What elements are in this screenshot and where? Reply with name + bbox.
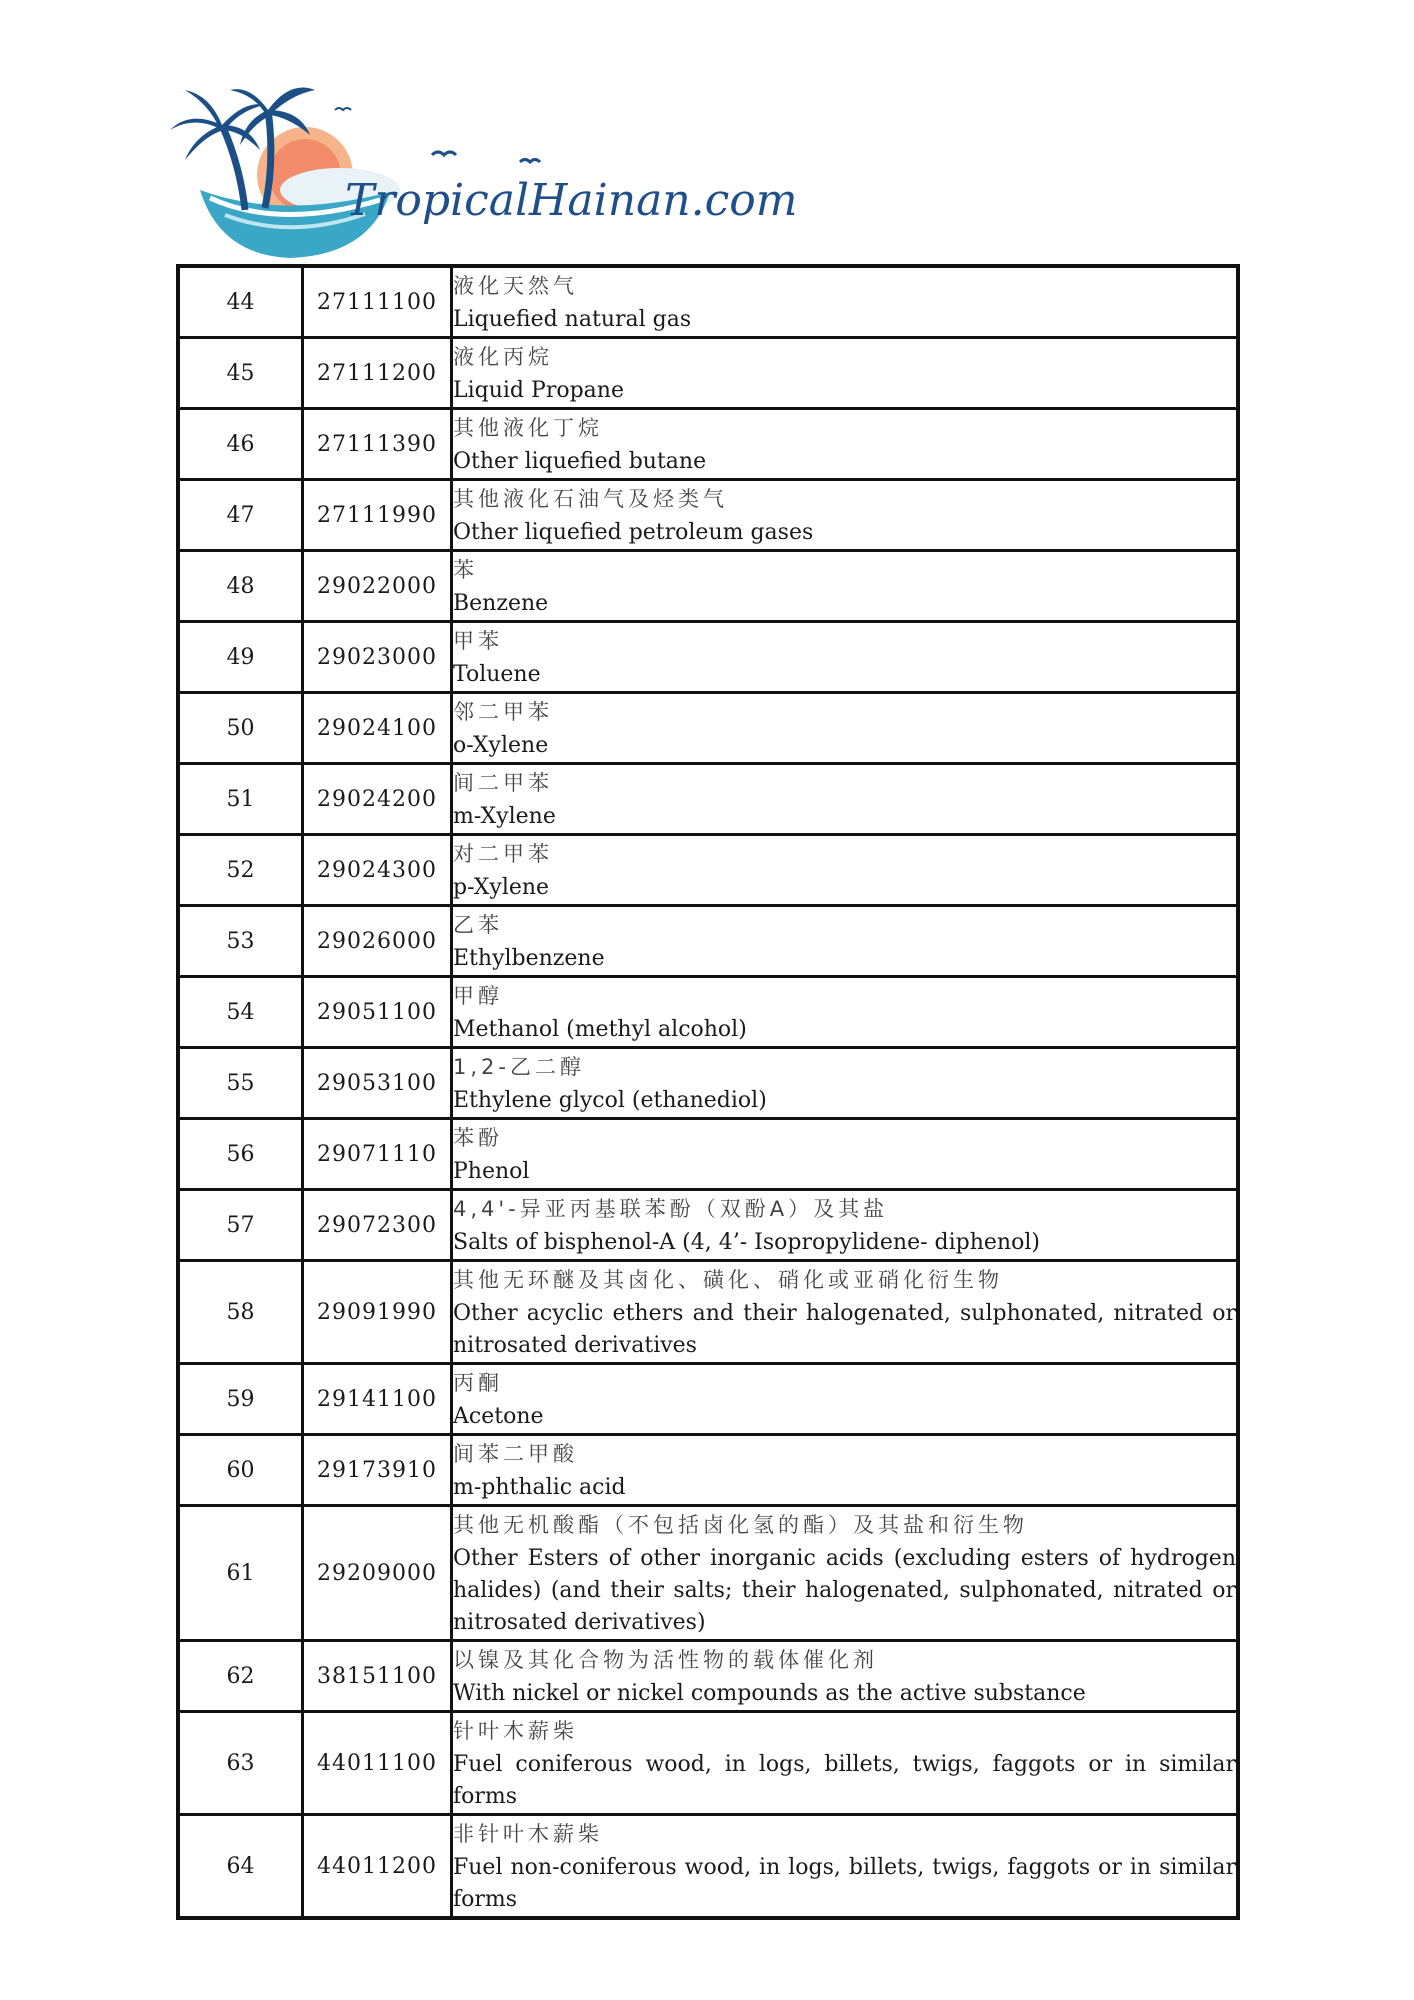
table-row — [178, 266, 1238, 338]
table-row — [178, 835, 1238, 906]
table-row — [178, 409, 1238, 480]
row-number: 52 — [178, 835, 303, 906]
description-cell — [452, 338, 1239, 409]
description-cell — [452, 1190, 1239, 1261]
row-number: 62 — [178, 1641, 303, 1712]
row-number: 44 — [178, 266, 303, 338]
hs-code: 29024100 — [303, 693, 452, 764]
hs-code: 27111990 — [303, 480, 452, 551]
row-number: 56 — [178, 1119, 303, 1190]
description-cell — [452, 266, 1239, 338]
table-row — [178, 1261, 1238, 1364]
description-zh: 邻二甲苯 — [453, 700, 553, 724]
description-cell — [452, 551, 1239, 622]
description-cell — [452, 693, 1239, 764]
description-zh: 甲醇 — [453, 984, 503, 1008]
description-cell — [452, 1435, 1239, 1506]
table-row — [178, 338, 1238, 409]
row-number: 58 — [178, 1261, 303, 1364]
hs-code: 29141100 — [303, 1364, 452, 1435]
row-number: 47 — [178, 480, 303, 551]
hs-code: 29023000 — [303, 622, 452, 693]
row-number: 53 — [178, 906, 303, 977]
description-en: Liquefied natural gas — [453, 307, 692, 332]
row-number: 50 — [178, 693, 303, 764]
description-zh: 4,4'-异亚丙基联苯酚（双酚A）及其盐 — [453, 1197, 889, 1221]
hs-code: 29209000 — [303, 1506, 452, 1641]
description-en: Liquid Propane — [453, 378, 624, 403]
description-en: Salts of bisphenol-A (4, 4’- Isopropylidene- diphenol) — [453, 1230, 1040, 1255]
description-en: Methanol (methyl alcohol) — [453, 1017, 747, 1042]
hs-code: 29053100 — [303, 1048, 452, 1119]
description-en: Ethylene glycol (ethanediol) — [453, 1088, 767, 1113]
description-en: Other acyclic ethers and their halogenated, sulphonated, nitrated or nitrosated derivatives — [453, 1301, 1236, 1358]
description-zh: 乙苯 — [453, 913, 503, 937]
description-cell — [452, 622, 1239, 693]
description-en: Phenol — [453, 1159, 530, 1184]
description-en: Benzene — [453, 591, 549, 616]
description-en: Fuel coniferous wood, in logs, billets, twigs, faggots or in similar forms — [453, 1752, 1236, 1809]
hs-code: 27111100 — [303, 266, 452, 338]
description-cell — [452, 1815, 1239, 1919]
hs-code: 29051100 — [303, 977, 452, 1048]
table-row — [178, 1712, 1238, 1815]
description-zh: 以镍及其化合物为活性物的载体催化剂 — [453, 1648, 878, 1672]
row-number: 60 — [178, 1435, 303, 1506]
description-zh: 其他无机酸酯（不包括卤化氢的酯）及其盐和衍生物 — [453, 1513, 1028, 1537]
hs-code: 29022000 — [303, 551, 452, 622]
description-cell — [452, 1712, 1239, 1815]
hs-code: 29024200 — [303, 764, 452, 835]
table-row — [178, 1190, 1238, 1261]
description-zh: 甲苯 — [453, 629, 503, 653]
description-en: Ethylbenzene — [453, 946, 605, 971]
description-zh: 1,2-乙二醇 — [453, 1055, 585, 1079]
hs-code: 29024300 — [303, 835, 452, 906]
table-row — [178, 622, 1238, 693]
description-en: With nickel or nickel compounds as the active substance — [453, 1681, 1086, 1706]
table-row — [178, 1641, 1238, 1712]
description-zh: 其他无环醚及其卤化、磺化、硝化或亚硝化衍生物 — [453, 1268, 1003, 1292]
description-zh: 其他液化石油气及烃类气 — [453, 487, 728, 511]
table-row — [178, 1506, 1238, 1641]
description-zh: 其他液化丁烷 — [453, 416, 603, 440]
row-number: 45 — [178, 338, 303, 409]
description-zh: 液化天然气 — [453, 274, 578, 298]
row-number: 63 — [178, 1712, 303, 1815]
description-en: Toluene — [453, 662, 541, 687]
description-en: m-phthalic acid — [453, 1475, 626, 1500]
description-en: Other liquefied butane — [453, 449, 707, 474]
description-cell — [452, 1261, 1239, 1364]
hs-code: 44011100 — [303, 1712, 452, 1815]
table-row — [178, 1815, 1238, 1919]
row-number: 59 — [178, 1364, 303, 1435]
description-zh: 苯 — [453, 558, 478, 582]
row-number: 48 — [178, 551, 303, 622]
description-cell — [452, 764, 1239, 835]
table-row — [178, 1048, 1238, 1119]
description-cell — [452, 1641, 1239, 1712]
row-number: 46 — [178, 409, 303, 480]
row-number: 51 — [178, 764, 303, 835]
row-number: 49 — [178, 622, 303, 693]
row-number: 64 — [178, 1815, 303, 1919]
description-en: Other liquefied petroleum gases — [453, 520, 814, 545]
description-zh: 丙酮 — [453, 1371, 503, 1395]
description-cell — [452, 835, 1239, 906]
hs-code: 29173910 — [303, 1435, 452, 1506]
hs-code: 29072300 — [303, 1190, 452, 1261]
table-row — [178, 693, 1238, 764]
hs-code: 44011200 — [303, 1815, 452, 1919]
table-row — [178, 1119, 1238, 1190]
table-row — [178, 1435, 1238, 1506]
table-row — [178, 1364, 1238, 1435]
description-en: m-Xylene — [453, 804, 556, 829]
table-row — [178, 906, 1238, 977]
row-number: 54 — [178, 977, 303, 1048]
row-number: 57 — [178, 1190, 303, 1261]
table-row — [178, 977, 1238, 1048]
palm-beach-logo-icon — [170, 80, 690, 265]
description-zh: 对二甲苯 — [453, 842, 553, 866]
site-logo[interactable] — [170, 80, 798, 265]
description-cell — [452, 409, 1239, 480]
logo-text: TropicalHainan.com — [345, 175, 798, 226]
row-number: 55 — [178, 1048, 303, 1119]
table-row — [178, 480, 1238, 551]
row-number: 61 — [178, 1506, 303, 1641]
description-cell — [452, 977, 1239, 1048]
description-cell — [452, 906, 1239, 977]
hs-code: 27111200 — [303, 338, 452, 409]
description-zh: 间苯二甲酸 — [453, 1442, 578, 1466]
description-en: Acetone — [453, 1404, 544, 1429]
description-cell — [452, 480, 1239, 551]
table-row — [178, 551, 1238, 622]
description-cell — [452, 1119, 1239, 1190]
description-en: o-Xylene — [453, 733, 549, 758]
description-zh: 针叶木薪柴 — [453, 1719, 578, 1743]
description-zh: 液化丙烷 — [453, 345, 553, 369]
hs-code: 29026000 — [303, 906, 452, 977]
description-cell — [452, 1506, 1239, 1641]
hs-code-table — [176, 264, 1240, 1920]
hs-code: 27111390 — [303, 409, 452, 480]
description-en: p-Xylene — [453, 875, 550, 900]
description-cell — [452, 1048, 1239, 1119]
hs-code: 29091990 — [303, 1261, 452, 1364]
description-cell — [452, 1364, 1239, 1435]
description-en: Other Esters of other inorganic acids (excluding esters of hydrogen halides) (and their salts; their halogenated, sulphonated, nitrated or nitrosated derivatives) — [453, 1546, 1236, 1635]
description-zh: 苯酚 — [453, 1126, 503, 1150]
description-en: Fuel non-coniferous wood, in logs, billets, twigs, faggots or in similar forms — [453, 1855, 1236, 1912]
table-row — [178, 764, 1238, 835]
description-zh: 间二甲苯 — [453, 771, 553, 795]
hs-code: 38151100 — [303, 1641, 452, 1712]
description-zh: 非针叶木薪柴 — [453, 1822, 603, 1846]
hs-code: 29071110 — [303, 1119, 452, 1190]
